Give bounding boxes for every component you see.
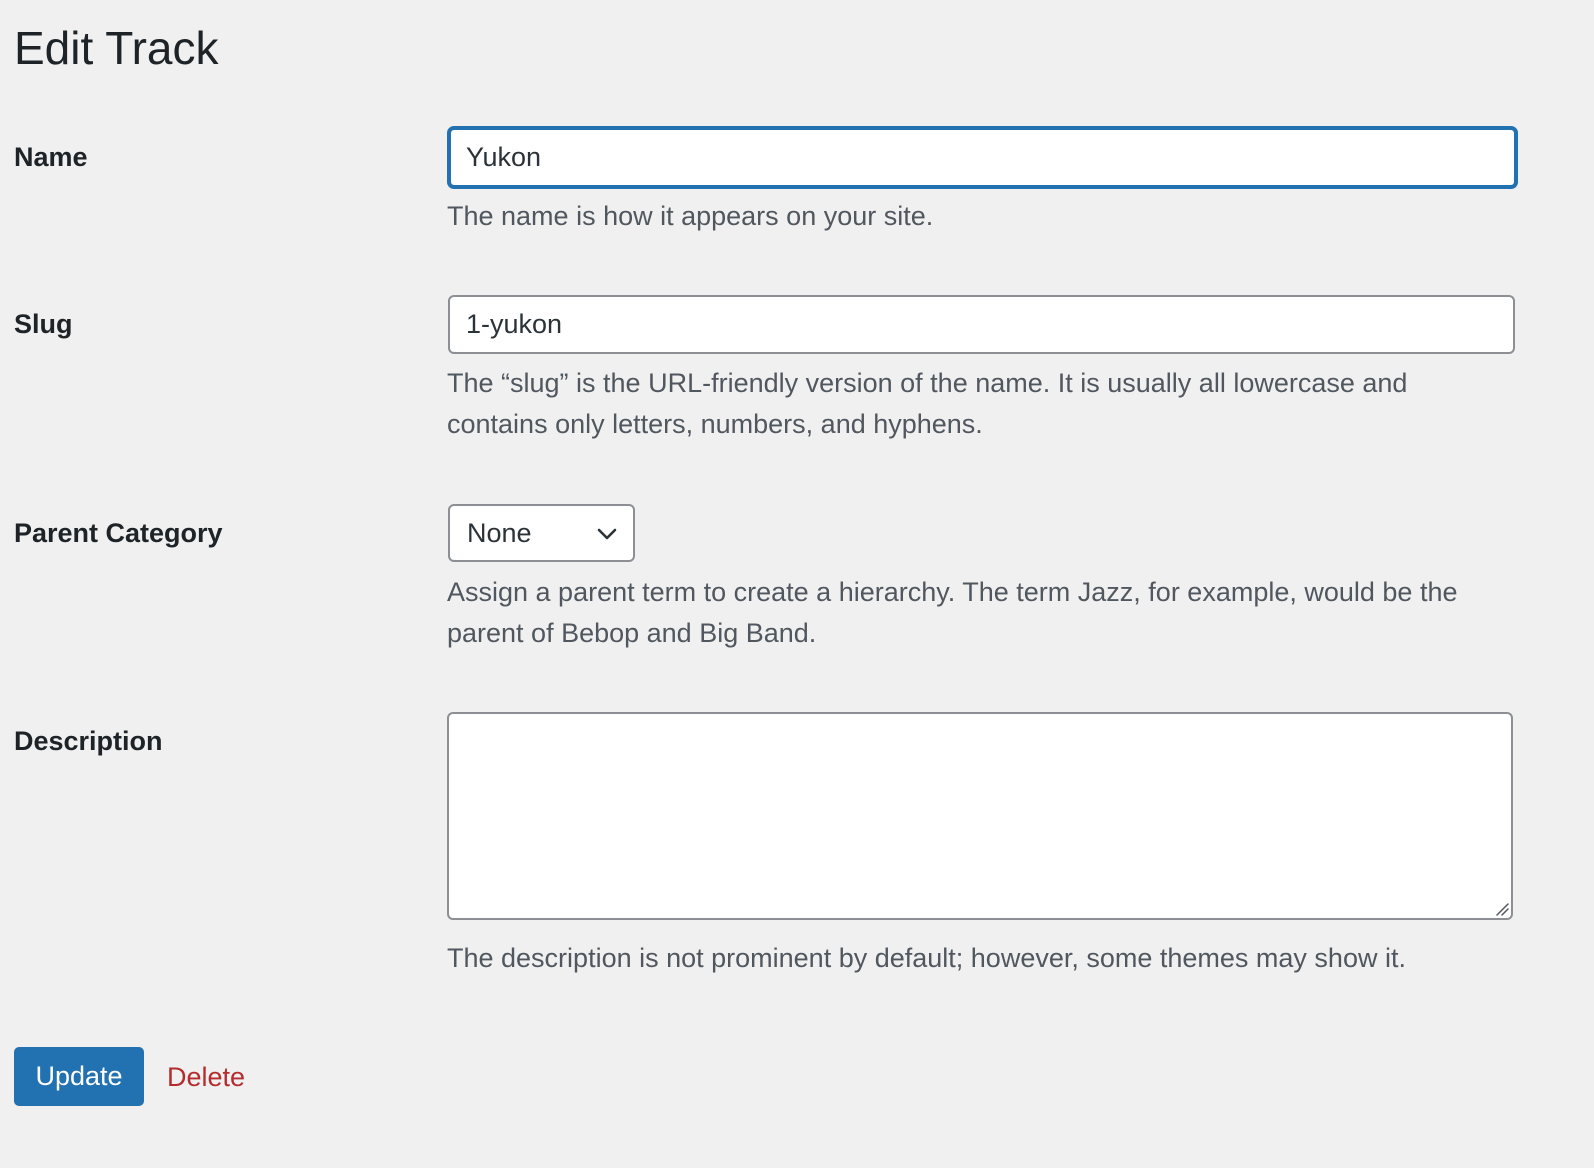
parent-category-help-text: Assign a parent term to create a hierarchy. The term Jazz, for example, would be the parent of Bebop and Big Band.	[447, 577, 1458, 648]
name-label: Name	[14, 142, 88, 172]
slug-input[interactable]	[448, 295, 1515, 354]
resize-grip-icon[interactable]	[1493, 900, 1509, 916]
page-title: Edit Track	[14, 22, 219, 74]
description-label: Description	[14, 726, 163, 756]
update-button[interactable]: Update	[14, 1047, 144, 1106]
slug-label: Slug	[14, 309, 73, 339]
chevron-down-icon	[595, 522, 619, 546]
description-help-text: The description is not prominent by default; however, some themes may show it.	[447, 943, 1406, 973]
description-textarea[interactable]	[449, 714, 1511, 918]
parent-category-select[interactable]	[448, 504, 635, 562]
parent-category-selected-value: None	[467, 517, 532, 548]
name-help-text: The name is how it appears on your site.	[447, 201, 934, 231]
description-textarea-container	[447, 712, 1513, 920]
slug-help-text: The “slug” is the URL-friendly version of the name. It is usually all lowercase and contains only letters, numbers, and hyphens.	[447, 368, 1408, 439]
parent-category-label: Parent Category	[14, 518, 223, 548]
name-input[interactable]	[448, 127, 1517, 188]
delete-link[interactable]: Delete	[167, 1062, 246, 1092]
